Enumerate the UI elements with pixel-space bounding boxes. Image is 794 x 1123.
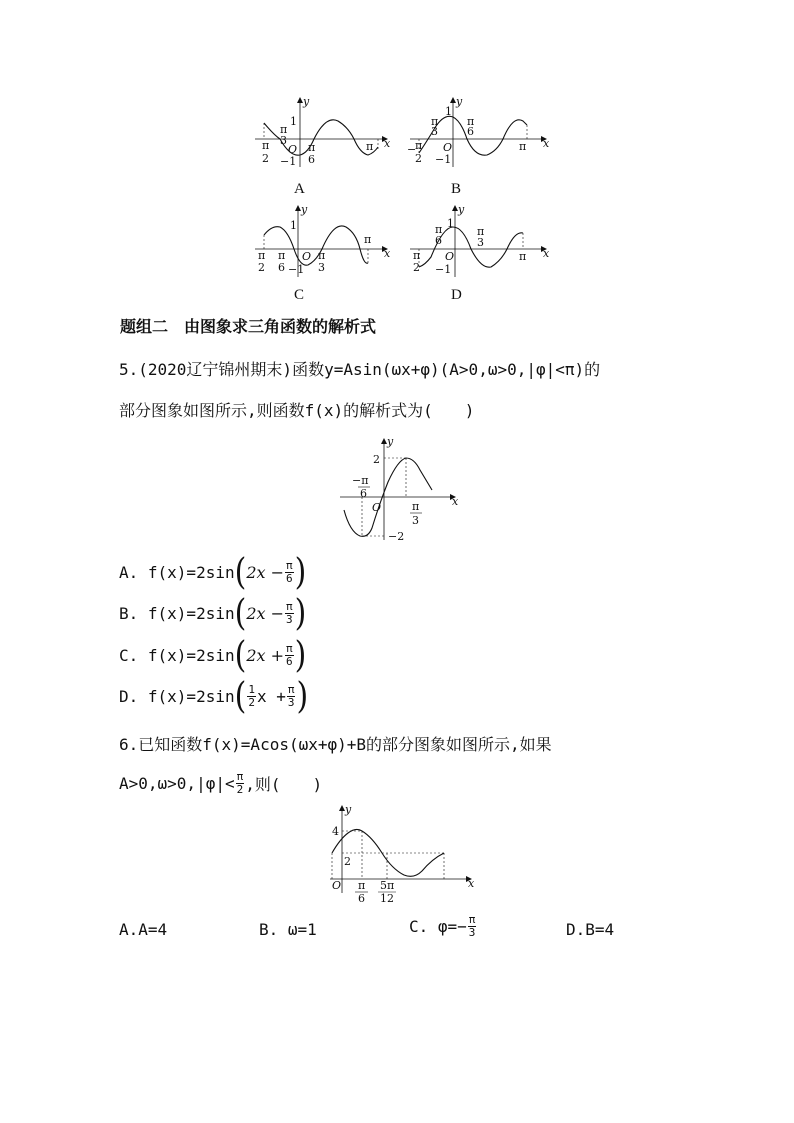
graph-d-tick-1: 1 (447, 217, 454, 230)
fraction-denominator: 3 (468, 926, 476, 939)
graph-a-y-label: y (303, 95, 310, 108)
left-paren-icon: ( (234, 550, 247, 593)
graph-d-tick-6: 6 (435, 234, 442, 247)
graph-c-x-label: x (384, 247, 391, 260)
q5-stem-line1: 5.(2020辽宁锦州期末)函数y=Asin(ωx+φ)(A>0,ω>0,|φ|<π)的 (119, 360, 601, 379)
fraction-numerator: π (287, 683, 295, 696)
graph-b-minus: − (407, 143, 417, 156)
fraction-numerator: 1 (248, 683, 255, 696)
graph-d-tick-3: 3 (477, 236, 484, 249)
right-paren-icon: ) (294, 633, 307, 676)
option-graph-a (250, 95, 390, 205)
graph-d-origin: O (445, 250, 455, 263)
graph-c-tick-neg1: −1 (288, 263, 305, 276)
graph-a-origin: O (288, 143, 298, 156)
graph-a-caption: A (294, 181, 305, 197)
q5-option-a-inner: 2x − (246, 563, 285, 582)
fraction-denominator: 6 (286, 655, 293, 668)
q5-graph-origin: O (372, 501, 382, 514)
graph-d-x-label: x (543, 247, 550, 260)
graph-a-x-label: x (384, 137, 391, 150)
fraction-denominator: 2 (236, 783, 244, 796)
graph-d-svg (405, 203, 550, 283)
option-graph-d (405, 203, 550, 313)
q5-option-d-prefix: D. f(x)=2sin (119, 687, 235, 706)
graph-c-y-label: y (301, 203, 308, 216)
q5-option-d[interactable] (119, 674, 309, 717)
graph-c-tick-1: 1 (290, 219, 297, 232)
fraction-denominator: 3 (286, 613, 293, 626)
graph-b-svg (405, 95, 550, 175)
right-paren-icon: ) (294, 591, 307, 634)
graph-c-tick-6: 6 (278, 261, 285, 274)
graph-c-tick-2: 2 (258, 261, 265, 274)
q5-option-c-prefix: C. f(x)=2sin (119, 646, 235, 665)
q6-graph-tick-5pi: 5π (380, 879, 395, 892)
graph-d-y-label: y (458, 203, 465, 216)
graph-b-x-label: x (543, 137, 550, 150)
q5-option-b-prefix: B. f(x)=2sin (119, 604, 235, 623)
q6-option-c[interactable] (409, 914, 477, 939)
fraction-numerator: π (286, 600, 293, 613)
q6-stem-line1: 6.已知函数f(x)=Acos(ωx+φ)+B的部分图象如图所示,如果 (119, 735, 552, 754)
q5-graph-tick-3: 3 (412, 514, 419, 527)
graph-b-tick-2: 2 (415, 152, 422, 165)
left-paren-icon: ( (234, 633, 247, 676)
q5-graph-tick-2: 2 (373, 453, 380, 466)
q6-stem-line2-b: ,则( ) (245, 775, 323, 794)
graph-c-tick-3: 3 (318, 261, 325, 274)
graph-a-tick-1: 1 (290, 115, 297, 128)
fraction-denominator: 3 (287, 696, 295, 709)
q5-option-b[interactable] (119, 591, 307, 634)
q6-graph-tick-6: 6 (358, 892, 365, 905)
graph-d-caption: D (451, 287, 462, 303)
graph-b-tick-pi2: π (415, 139, 423, 152)
q6-graph-tick-12: 12 (380, 892, 394, 905)
q5-graph-tick-neg2: −2 (388, 530, 405, 543)
right-paren-icon: ) (294, 550, 307, 593)
q5-option-b-inner: 2x − (246, 604, 285, 623)
option-graph-b (405, 95, 550, 205)
q6-graph-tick-4: 4 (332, 825, 339, 838)
graph-b-tick-3: 3 (431, 125, 438, 138)
q6-option-b[interactable]: B. ω=1 (259, 920, 317, 939)
q5-graph-x-label: x (452, 495, 459, 508)
option-graph-c (250, 203, 390, 313)
graph-d-tick-neg1: −1 (435, 263, 452, 276)
q5-option-a[interactable] (119, 550, 307, 593)
q5-option-a-prefix: A. f(x)=2sin (119, 563, 235, 582)
q6-graph-tick-2: 2 (344, 855, 351, 868)
q5-option-d-inner: x + (256, 687, 286, 706)
fraction-numerator: π (286, 642, 293, 655)
q6-graph-y-label: y (345, 803, 352, 816)
q6-option-c-fraction (468, 914, 477, 939)
q6-graph-origin: O (332, 879, 342, 892)
graph-b-tick-1: 1 (445, 105, 452, 118)
graph-b-caption: B (451, 181, 462, 197)
graph-a-tick-6: 6 (308, 153, 315, 166)
graph-a-tick-2: 2 (262, 152, 269, 165)
graph-a-tick-pi3: π (280, 123, 288, 136)
q5-graph-tick-pi: π (412, 500, 420, 513)
fraction-denominator: 2 (248, 696, 255, 709)
left-paren-icon: ( (234, 591, 247, 634)
graph-c-tick-pi2: π (258, 249, 266, 262)
q6-stem-line2 (119, 771, 322, 796)
graph-c-origin: O (302, 250, 312, 263)
q6-graph (322, 803, 477, 903)
left-paren-icon: ( (234, 674, 247, 717)
q6-graph-svg (322, 803, 477, 903)
q5-option-d-coef-fraction (247, 684, 256, 709)
graph-d-tick-pi: π (519, 250, 527, 263)
graph-c-tick-pi: π (364, 233, 372, 246)
graph-c-tick-pi6: π (278, 249, 286, 262)
q5-graph-y-label: y (387, 435, 394, 448)
graph-a-tick-pi2: π (262, 139, 270, 152)
q5-option-d-fraction (287, 684, 296, 709)
graph-b-origin: O (443, 141, 453, 154)
graph-a-tick-pi: π (366, 140, 374, 153)
graph-a-tick-pi6: π (308, 141, 316, 154)
graph-d-tick-pi3: π (477, 225, 485, 238)
graph-d-tick-2: 2 (413, 261, 420, 274)
fraction-denominator: 6 (286, 572, 293, 585)
fraction-numerator: π (286, 559, 293, 572)
q6-option-c-text: C. φ=− (409, 917, 467, 936)
graph-d-tick-pi2: π (413, 249, 421, 262)
q5-option-c[interactable] (119, 633, 307, 676)
q5-graph (336, 432, 461, 542)
q6-stem-fraction (236, 771, 245, 796)
graph-b-tick-pi3: π (431, 115, 439, 128)
q5-option-a-fraction (285, 560, 294, 585)
q5-option-c-inner: 2x + (246, 646, 285, 665)
q6-option-d[interactable]: D.B=4 (566, 920, 615, 939)
q5-graph-svg (336, 432, 461, 542)
q5-graph-tick-neg-pi: −π (352, 474, 369, 487)
q6-option-a[interactable]: A.A=4 (119, 920, 168, 939)
q5-graph-tick-6: 6 (360, 487, 367, 500)
q5-option-c-fraction (285, 643, 294, 668)
section-title: 题组二 由图象求三角函数的解析式 (120, 317, 377, 336)
graph-a-tick-3: 3 (280, 134, 287, 147)
graph-c-svg (250, 203, 390, 283)
graph-a-tick-neg1: −1 (280, 155, 297, 168)
fraction-numerator: π (468, 913, 476, 926)
graph-b-tick-pi6: π (467, 115, 475, 128)
graph-c-caption: C (294, 287, 305, 303)
right-paren-icon: ) (296, 674, 309, 717)
graph-b-y-label: y (456, 95, 463, 108)
q6-stem-line2-a: A>0,ω>0,|φ|< (119, 774, 235, 793)
graph-b-tick-pi: π (519, 140, 527, 153)
graph-a-svg (250, 95, 390, 175)
graph-b-tick-neg1: −1 (435, 153, 452, 166)
q6-graph-x-label: x (468, 877, 475, 890)
q6-graph-tick-pi: π (358, 879, 366, 892)
q5-stem-line2: 部分图象如图所示,则函数f(x)的解析式为( ) (119, 401, 475, 420)
q5-option-b-fraction (285, 601, 294, 626)
fraction-numerator: π (236, 770, 244, 783)
graph-b-tick-6: 6 (467, 125, 474, 138)
graph-d-tick-pi6: π (435, 223, 443, 236)
graph-c-tick-pi3: π (318, 249, 326, 262)
